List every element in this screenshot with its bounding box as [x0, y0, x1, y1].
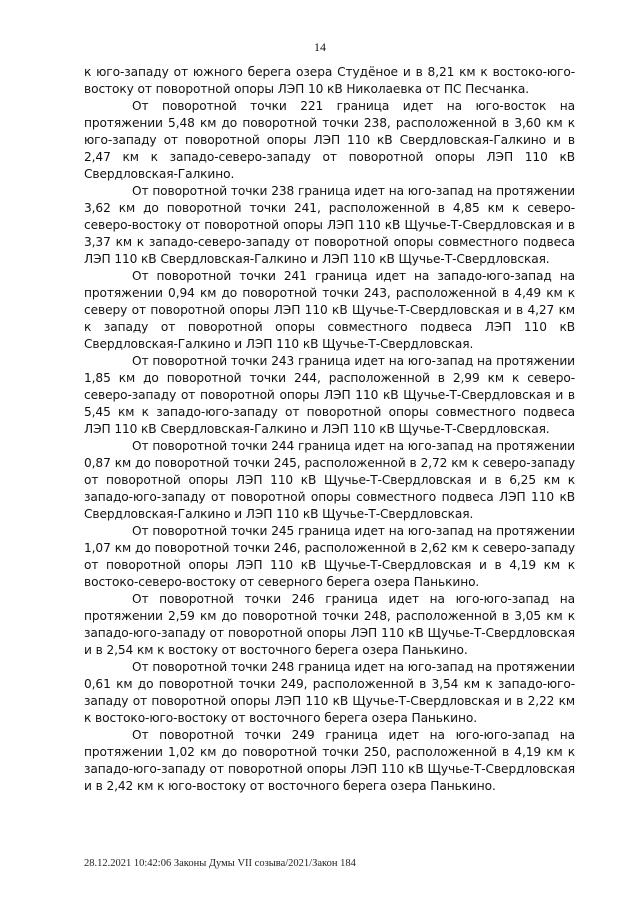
- paragraph: От поворотной точки 249 граница идет на юго-юго-запад на протяжении 1,02 км до поворотной точки 250, расположенной в 4,19 км к западо-юго-западу от поворотной опоры ЛЭП 110 кВ Щучье-Т-Свердловская и в 2,42 км к юго-востоку от восточного берега озера Панькино.: [84, 728, 575, 793]
- paragraph: От поворотной точки 221 граница идет на юго-восток на протяжении 5,48 км до поворотной точки 238, расположенной в 3,60 км к юго-западу от поворотной опоры ЛЭП 110 кВ Свердловская-Галкино и в 2,47 км к западо-северо-западу от поворотной опоры ЛЭП 110 кВ Свердловская-Галкино.: [84, 99, 575, 181]
- paragraph: От поворотной точки 248 граница идет на юго-запад на протяжении 0,61 км до поворотной точки 249, расположенной в 3,54 км к западо-юго-западу от поворотной опоры ЛЭП 110 кВ Щучье-Т-Свердловская и в 2,22 км к востоко-юго-востоку от восточного берега озера Панькино.: [84, 660, 575, 725]
- paragraph: От поворотной точки 241 граница идет на западо-юго-запад на протяжении 0,94 км до поворотной точки 243, расположенной в 4,49 км к северу от поворотной опоры ЛЭП 110 кВ Щучье-Т-Свердловская и в 4,27 км к западу от поворотной опоры совместного подвеса ЛЭП 110 кВ Свердловская-Галкино и ЛЭП 110 кВ Щучье-Т-Свердловская.: [84, 269, 575, 351]
- paragraph: От поворотной точки 243 граница идет на юго-запад на протяжении 1,85 км до поворотной точки 244, расположенной в 2,99 км к северо-северо-западу от поворотной опоры ЛЭП 110 кВ Щучье-Т-Свердловская и в 5,45 км к западо-юго-западу от поворотной опоры совместного подвеса ЛЭП 110 кВ Свердловская-Галкино и ЛЭП 110 кВ Щучье-Т-Свердловская.: [84, 354, 575, 436]
- paragraph: От поворотной точки 238 граница идет на юго-запад на протяжении 3,62 км до поворотной точки 241, расположенной в 4,85 км к северо-северо-востоку от поворотной опоры ЛЭП 110 кВ Щучье-Т-Свердловская и в 3,37 км к западо-северо-западу от поворотной опоры совместного подвеса ЛЭП 110 кВ Свердловская-Галкино и ЛЭП 110 кВ Щучье-Т-Свердловская.: [84, 184, 575, 266]
- paragraph: От поворотной точки 245 граница идет на юго-запад на протяжении 1,07 км до поворотной точки 246, расположенной в 2,62 км к северо-западу от поворотной опоры ЛЭП 110 кВ Щучье-Т-Свердловская и в 4,19 км к востоко-северо-востоку от северного берега озера Панькино.: [84, 524, 575, 589]
- paragraph: От поворотной точки 244 граница идет на юго-запад на протяжении 0,87 км до поворотной точки 245, расположенной в 2,72 км к северо-западу от поворотной опоры ЛЭП 110 кВ Щучье-Т-Свердловская и в 6,25 км к западо-юго-западу от поворотной опоры совместного подвеса ЛЭП 110 кВ Свердловская-Галкино и ЛЭП 110 кВ Щучье-Т-Свердловская.: [84, 439, 575, 521]
- paragraph-continuation: к юго-западу от южного берега озера Студёное и в 8,21 км к востоко-юго-востоку от поворотной опоры ЛЭП 10 кВ Николаевка от ПС Песчанка.: [84, 65, 575, 96]
- document-footer: 28.12.2021 10:42:06 Законы Думы VII созыва/2021/Закон 184: [84, 858, 356, 869]
- document-body: [84, 64, 575, 795]
- page-number: 14: [314, 40, 326, 54]
- paragraph: От поворотной точки 246 граница идет на юго-юго-запад на протяжении 2,59 км до поворотной точки 248, расположенной в 3,05 км к западо-юго-западу от поворотной опоры ЛЭП 110 кВ Щучье-Т-Свердловская и в 2,54 км к востоку от восточного берега озера Панькино.: [84, 592, 575, 657]
